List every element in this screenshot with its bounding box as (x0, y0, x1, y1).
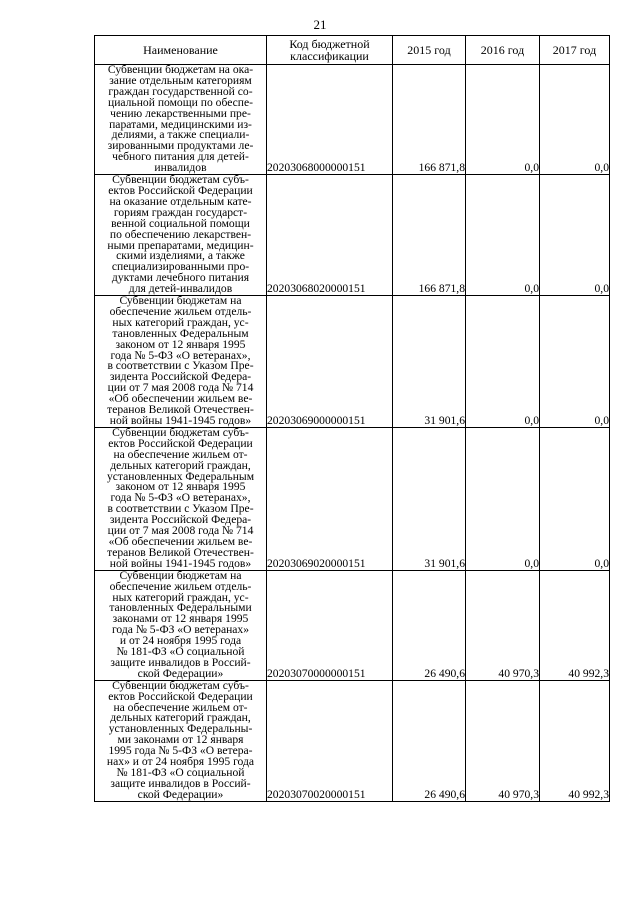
row-name-line: чению лекарственными пре- (110, 106, 251, 120)
row-name-line: циальной помощи по обеспе- (107, 95, 253, 109)
header-2015: 2015 год (393, 36, 466, 65)
row-2016-cell: 40 970,3 (466, 570, 540, 680)
row-name-line: на оказание отдельным кате- (109, 194, 252, 208)
row-code-cell: 20203070020000151 (267, 680, 393, 801)
row-name-cell (95, 175, 267, 296)
row-name-line: ми законами от 12 января (117, 733, 244, 747)
row-name-line: Субвенции бюджетам на ока- (107, 63, 254, 76)
row-name-line: 1995 года № 5-ФЗ «О ветера- (108, 744, 253, 758)
row-2017-cell: 0,0 (540, 175, 610, 296)
table-row (95, 680, 610, 801)
row-name-line: установленных Федеральным (106, 469, 255, 483)
row-name-line: № 181-ФЗ «О социальной (116, 766, 245, 779)
row-name-line: ской Федерации» (137, 787, 224, 801)
row-name-line: зированными продуктами ле- (107, 139, 254, 153)
row-2015-cell: 31 901,6 (393, 427, 466, 570)
row-name-line: обеспечение жильем отдель- (109, 579, 252, 593)
row-2016-cell: 0,0 (466, 65, 540, 175)
row-2015-cell: 166 871,8 (393, 175, 466, 296)
row-name-line: законом от 12 января 1995 (115, 337, 246, 351)
row-name-line: обеспечение жильем отдель- (109, 304, 252, 318)
row-name-line: защите инвалидов в Россий- (110, 655, 251, 669)
row-name-line: Субвенции бюджетам субъ- (112, 425, 249, 439)
row-name-line: ектов Российской Федерации (108, 436, 253, 450)
row-name-line: теранов Великой Отечествен- (107, 545, 254, 559)
row-name-line: Субвенции бюджетам на (119, 294, 242, 308)
row-name-line: ции от 7 мая 2008 года № 714 (107, 381, 254, 395)
row-name-line: зидента Российской Федера- (109, 513, 252, 527)
row-name-line: ской Федерации» (137, 666, 224, 680)
row-name-line: ектов Российской Федерации (108, 183, 253, 197)
header-2016: 2016 год (466, 36, 540, 65)
row-name-line: дуктами лечебного питания (111, 271, 250, 285)
row-name-line: года № 5-ФЗ «О ветеранах», (110, 491, 251, 505)
row-code-cell: 20203068000000151 (267, 65, 393, 175)
row-name-line: «Об обеспечении жильем ве- (108, 392, 253, 406)
row-2017-cell: 0,0 (540, 427, 610, 570)
row-name-line: тановленных Федеральным (112, 326, 249, 340)
table-row (95, 175, 610, 296)
table-header-row (95, 36, 610, 65)
row-name-line: Субвенции бюджетам на (119, 568, 242, 582)
row-name-line: и от 24 ноября 1995 года (119, 634, 242, 648)
row-name-line: ции от 7 мая 2008 года № 714 (107, 524, 254, 538)
row-name-line: установленных Федеральны- (108, 722, 253, 736)
row-name-cell (95, 296, 267, 428)
row-name-cell (95, 680, 267, 801)
row-name-line: дельных категорий граждан, (110, 711, 251, 725)
row-2015-cell: 31 901,6 (393, 296, 466, 428)
table-row (95, 570, 610, 680)
row-name-cell (95, 427, 267, 570)
header-2017: 2017 год (540, 36, 610, 65)
row-name-line: законами от 12 января 1995 (112, 612, 249, 626)
row-name-line: скими изделиями, а также (116, 249, 245, 263)
table-row (95, 65, 610, 175)
row-name-line: ных категорий граждан, ус- (112, 590, 249, 604)
row-name-line: паратами, медицинскими из- (109, 117, 252, 131)
row-code-cell: 20203069000000151 (267, 296, 393, 428)
row-name-line: Субвенции бюджетам субъ- (112, 173, 249, 187)
row-2015-cell: 26 490,6 (393, 680, 466, 801)
row-name-line: граждан государственной со- (108, 84, 253, 98)
row-name-line: на обеспечение жильем от- (113, 700, 248, 714)
row-name-line: теранов Великой Отечествен- (107, 403, 254, 417)
row-name-line: ной войны 1941-1945 годов» (109, 414, 252, 427)
row-2016-cell: 0,0 (466, 296, 540, 428)
row-2016-cell: 0,0 (466, 427, 540, 570)
row-name-line: зание отдельным категориям (109, 73, 252, 87)
row-2017-cell: 0,0 (540, 296, 610, 428)
row-name-line: тановленных Федеральными (109, 601, 252, 615)
row-name-line: защите инвалидов в Россий- (110, 776, 251, 790)
row-code-cell: 20203069020000151 (267, 427, 393, 570)
row-name-line: специализированными про- (111, 260, 250, 274)
row-2017-cell: 40 992,3 (540, 570, 610, 680)
table-row (95, 296, 610, 428)
row-2016-cell: 0,0 (466, 175, 540, 296)
row-code-cell: 20203070000000151 (267, 570, 393, 680)
row-name-line: венной социальной помощи (111, 216, 250, 230)
row-name-line: ектов Российской Федерации (108, 689, 253, 703)
row-2015-cell: 26 490,6 (393, 570, 466, 680)
header-name: Наименование (95, 36, 267, 65)
budget-table (94, 35, 610, 802)
row-name-line: в соответствии с Указом Пре- (107, 502, 254, 516)
row-name-line: законом от 12 января 1995 (115, 480, 246, 494)
row-name-line: делиями, а также специали- (111, 128, 250, 142)
row-2017-cell: 40 992,3 (540, 680, 610, 801)
row-name-line: для детей-инвалидов (128, 282, 233, 296)
table-body (95, 65, 610, 802)
row-2016-cell: 40 970,3 (466, 680, 540, 801)
row-name-line: зидента Российской Федера- (109, 370, 252, 384)
page-number: 21 (313, 17, 327, 32)
row-name-line: дельных категорий граждан, (110, 458, 251, 472)
row-name-line: «Об обеспечении жильем ве- (108, 534, 253, 548)
row-name-line: года № 5-ФЗ «О ветеранах», (110, 348, 251, 362)
row-name-cell (95, 570, 267, 680)
row-code-cell: 20203068020000151 (267, 175, 393, 296)
row-name-line: на обеспечение жильем от- (113, 447, 248, 461)
row-name-line: в соответствии с Указом Пре- (107, 359, 254, 373)
row-2015-cell: 166 871,8 (393, 65, 466, 175)
row-name-line: чебного питания для детей- (112, 150, 249, 164)
row-name-line: Субвенции бюджетам субъ- (112, 678, 249, 692)
row-name-line: ных категорий граждан, ус- (112, 315, 249, 329)
row-name-line: года № 5-ФЗ «О ветеранах» (111, 623, 250, 637)
row-name-line: инвалидов (154, 161, 207, 175)
table-row (95, 427, 610, 570)
header-code: Код бюджетной классификации (267, 36, 393, 65)
row-name-line: по обеспечению лекарствен- (109, 227, 252, 241)
row-name-line: ными препаратами, медицин- (107, 238, 254, 252)
row-name-line: ной войны 1941-1945 годов» (109, 556, 252, 570)
row-name-line: нах» и от 24 ноября 1995 года (106, 755, 255, 769)
row-name-cell (95, 65, 267, 175)
row-name-line: гориям граждан государст- (113, 205, 248, 219)
row-2017-cell: 0,0 (540, 65, 610, 175)
row-name-line: № 181-ФЗ «О социальной (116, 645, 245, 659)
